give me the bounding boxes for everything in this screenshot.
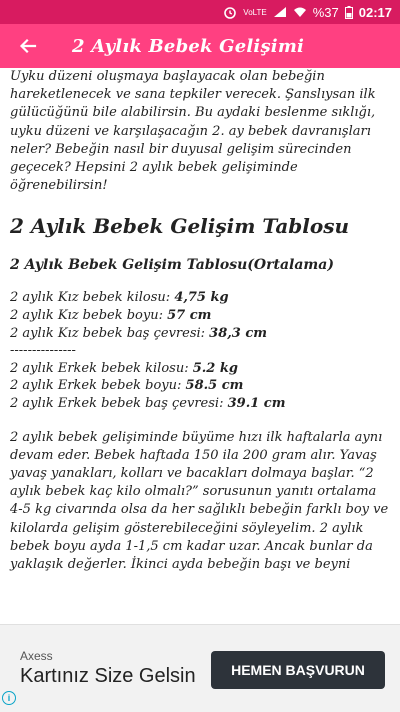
signal-icon [273, 6, 287, 18]
back-button[interactable] [0, 24, 56, 68]
table-heading: 2 Aylık Bebek Gelişim Tablosu(Ortalama) [10, 257, 334, 274]
arrow-back-icon [19, 37, 37, 55]
list-item: 2 aylık Kız bebek boyu: 57 cm [10, 308, 212, 324]
girl-stats [10, 289, 390, 359]
clock: 02:17 [358, 4, 392, 20]
battery-icon [345, 6, 353, 19]
separator: --------------- [10, 343, 76, 359]
list-item: 2 aylık Kız bebek baş çevresi: 38,3 cm [10, 325, 268, 341]
ad-cta-button[interactable]: HEMEN BAŞVURUN [211, 651, 385, 689]
section-heading: 2 Aylık Bebek Gelişim Tablosu [10, 214, 350, 239]
status-bar [0, 0, 400, 24]
ad-headline[interactable]: Kartınız Size Gelsin [20, 665, 196, 687]
list-item: 2 aylık Erkek bebek baş çevresi: 39.1 cm [10, 395, 286, 411]
article-content[interactable] [0, 68, 400, 624]
boy-stats [10, 360, 390, 413]
ad-brand: Axess [20, 649, 53, 663]
list-item: 2 aylık Erkek bebek kilosu: 5.2 kg [10, 360, 238, 376]
list-item: 2 aylık Erkek bebek boyu: 58.5 cm [10, 378, 244, 394]
body-paragraph: 2 aylık bebek gelişiminde büyüme hızı ilk haftalarla aynı devam eder. Bebek haftada 150 ila 200 gram alır. Yavaş yavaş yanakları, kolları ve bacakları dolmaya başlar. “2 aylık bebek kaç kilo olmalı?” sorusunun yanıtı ortalama 4-5 kg civarında olsa da her sağlıklı bebeğin farklı boy ve kilolarda gelişim gösterebileceğini söyleyelim. 2 aylık bebek boyu ayda 1-1,5 cm kadar uzar. Ancak bunlar da yaklaşık değerler. İkinci ayda bebeğin başı ve beyni [10, 429, 389, 572]
wifi-icon [293, 6, 307, 18]
intro-paragraph: Uyku düzeni oluşmaya başlayacak olan bebeğin hareketlenecek ve sana tepkiler verecek. Şanslıysan ilk gülücüğünü bile alabilirsin. Bu aydaki beslenme sıklığı, uyku düzeni ve karşılaşacağın 2. ay bebek davranışları neler? Bebeğin nasıl bir duyusal gelişim sürecinden geçecek? Hepsini 2 aylık bebek gelişiminde öğrenebilirsin! [10, 69, 376, 194]
ad-banner[interactable] [0, 624, 400, 712]
info-icon[interactable]: i [2, 691, 16, 705]
page-title: 2 Aylık Bebek Gelişimi [72, 35, 305, 57]
alarm-icon [223, 5, 237, 19]
battery-percent: %37 [312, 4, 339, 20]
list-item: 2 aylık Kız bebek kilosu: 4,75 kg [10, 290, 229, 306]
app-bar [0, 24, 400, 68]
volte-indicator: VoLTE [243, 7, 267, 17]
